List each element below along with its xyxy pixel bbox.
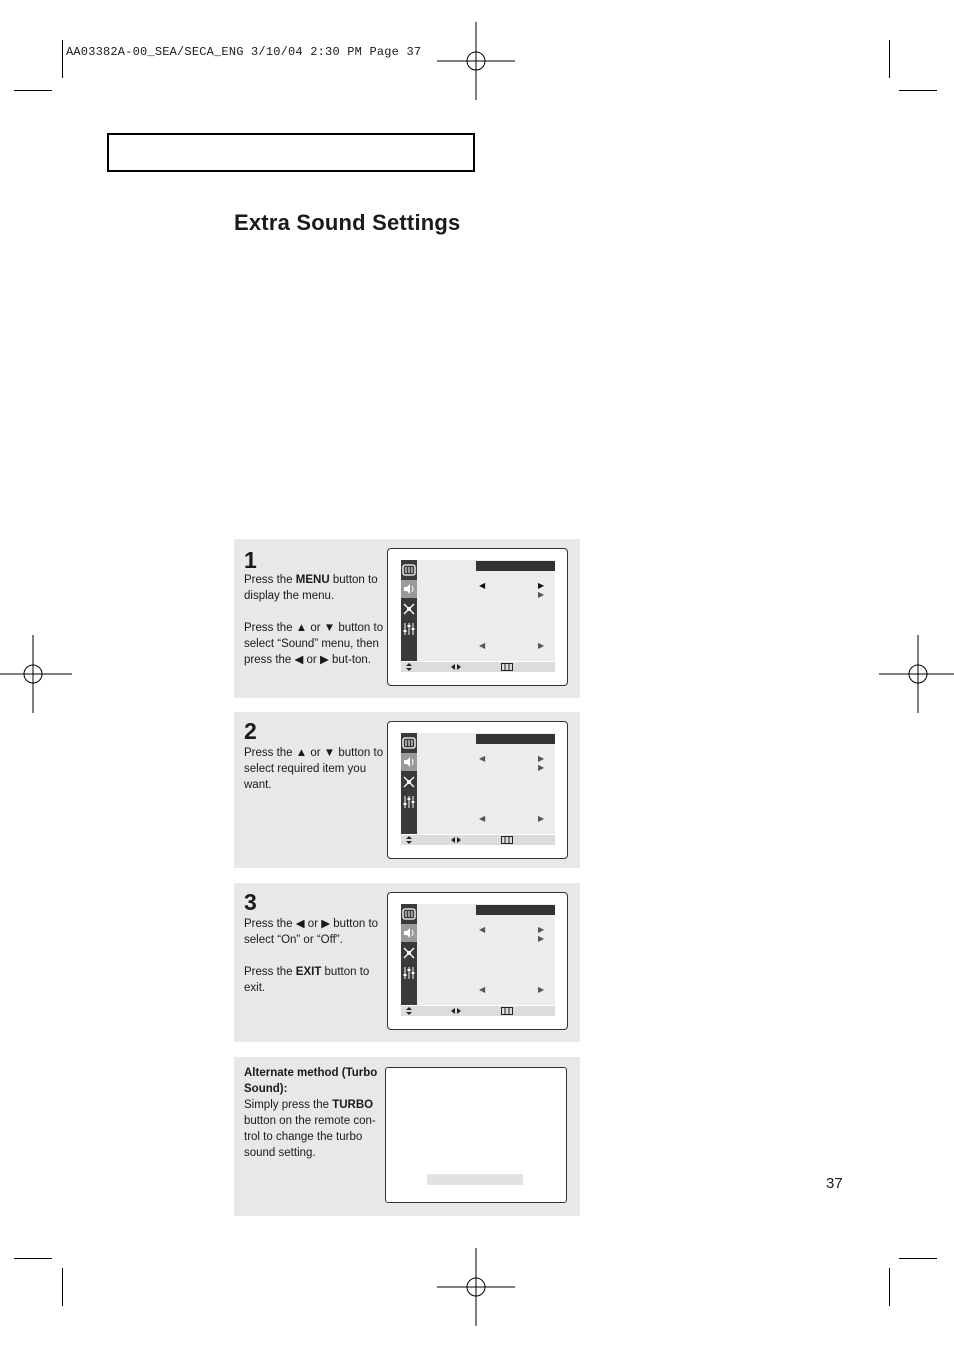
right-arrow-icon: ▶ (538, 814, 545, 823)
right-arrow-icon: ▶ (538, 925, 545, 934)
crop-mark (62, 1268, 63, 1306)
left-arrow-icon: ◀ (479, 985, 486, 994)
up-down-arrows-icon (405, 1007, 413, 1015)
right-arrow-icon: ▶ (538, 985, 545, 994)
turbo-status-bar (427, 1174, 523, 1185)
menu-key-icon (501, 1007, 513, 1015)
mute-antenna-icon (401, 944, 417, 962)
page-title: Extra Sound Settings (234, 210, 461, 235)
step-number: 3 (244, 889, 257, 915)
equalizer-icon (401, 793, 417, 811)
key-label: EXIT (295, 966, 322, 978)
menu-header-bar (476, 905, 555, 915)
speaker-icon (401, 924, 417, 942)
menu-footer-bar (401, 835, 555, 845)
tv-menu-screen (387, 892, 568, 1030)
right-arrow-icon: ▶ (538, 934, 545, 943)
right-arrow-icon: ▶ (538, 590, 545, 599)
left-arrow-icon: ◀ (479, 814, 486, 823)
crop-mark (899, 90, 937, 91)
step-instructions (244, 916, 384, 1012)
registration-mark-icon (0, 635, 72, 713)
crop-mark (889, 40, 890, 78)
crop-mark (14, 1258, 52, 1259)
instruction-paragraph: Press the MENU button to display the menu. (244, 574, 378, 602)
alternate-method-text: Alternate method (Turbo Sound): Simply press the TURBO button on the remote con-trol to change the turbo sound setting. (244, 1067, 378, 1159)
mute-antenna-icon (401, 600, 417, 618)
instruction-paragraph: Press the ▲ or ▼ button to select “Sound” menu, then press the ◀ or ▶ but-ton. (244, 622, 384, 666)
menu-area (417, 560, 555, 661)
crop-mark (889, 1268, 890, 1306)
menu-area (417, 904, 555, 1005)
equalizer-icon (401, 620, 417, 638)
section-header-box (107, 133, 475, 172)
left-right-arrows-icon (451, 836, 461, 844)
left-arrow-icon: ◀ (479, 641, 486, 650)
step-number: 2 (244, 718, 257, 744)
page-number: 37 (826, 1175, 843, 1192)
step-panel-2 (234, 712, 580, 868)
crop-mark (14, 90, 52, 91)
left-right-arrows-icon (451, 1007, 461, 1015)
speaker-icon (401, 753, 417, 771)
alternate-heading: Alternate method (Turbo Sound): (244, 1067, 378, 1095)
menu-header-bar (476, 561, 555, 571)
menu-footer-bar (401, 662, 555, 672)
step-number: 1 (244, 547, 257, 573)
tv-menu-screen (387, 548, 568, 686)
picture-icon (401, 905, 417, 923)
right-arrow-icon: ▶ (538, 763, 545, 772)
instruction-paragraph: Press the ◀ or ▶ button to select “On” or “Off”. (244, 918, 379, 946)
key-label: MENU (295, 574, 330, 586)
picture-icon (401, 561, 417, 579)
registration-mark-icon (879, 635, 954, 713)
menu-icon-bar (401, 733, 417, 834)
speaker-icon (401, 580, 417, 598)
mute-antenna-icon (401, 773, 417, 791)
picture-icon (401, 734, 417, 752)
step-instructions (244, 745, 384, 809)
right-arrow-icon: ▶ (538, 641, 545, 650)
right-arrow-icon: ▶ (538, 581, 545, 590)
crop-mark (62, 40, 63, 78)
registration-mark-icon (437, 1248, 515, 1326)
crop-mark (899, 1258, 937, 1259)
left-arrow-icon: ◀ (479, 754, 486, 763)
left-right-arrows-icon (451, 663, 461, 671)
menu-area (417, 733, 555, 834)
step-instructions (244, 572, 384, 684)
step-panel-3 (234, 883, 580, 1042)
equalizer-icon (401, 964, 417, 982)
tv-turbo-screen (385, 1067, 567, 1203)
up-down-arrows-icon (405, 836, 413, 844)
turbo-key-label: TURBO (332, 1099, 374, 1111)
instruction-paragraph: Press the EXIT button to exit. (244, 966, 370, 994)
menu-key-icon (501, 663, 513, 671)
up-down-arrows-icon (405, 663, 413, 671)
instruction-paragraph: Press the ▲ or ▼ button to select required item you want. (244, 747, 384, 791)
menu-key-icon (501, 836, 513, 844)
menu-header-bar (476, 734, 555, 744)
tv-menu-screen (387, 721, 568, 859)
registration-mark-icon (437, 22, 515, 100)
menu-icon-bar (401, 904, 417, 1005)
menu-icon-bar (401, 560, 417, 661)
left-arrow-icon: ◀ (479, 925, 486, 934)
right-arrow-icon: ▶ (538, 754, 545, 763)
step-panel-1 (234, 539, 580, 698)
print-slug: AA03382A-00_SEA/SECA_ENG 3/10/04 2:30 PM Page 37 (66, 45, 422, 59)
left-arrow-icon: ◀ (479, 581, 486, 590)
alternate-method-panel (234, 1057, 580, 1216)
menu-footer-bar (401, 1006, 555, 1016)
